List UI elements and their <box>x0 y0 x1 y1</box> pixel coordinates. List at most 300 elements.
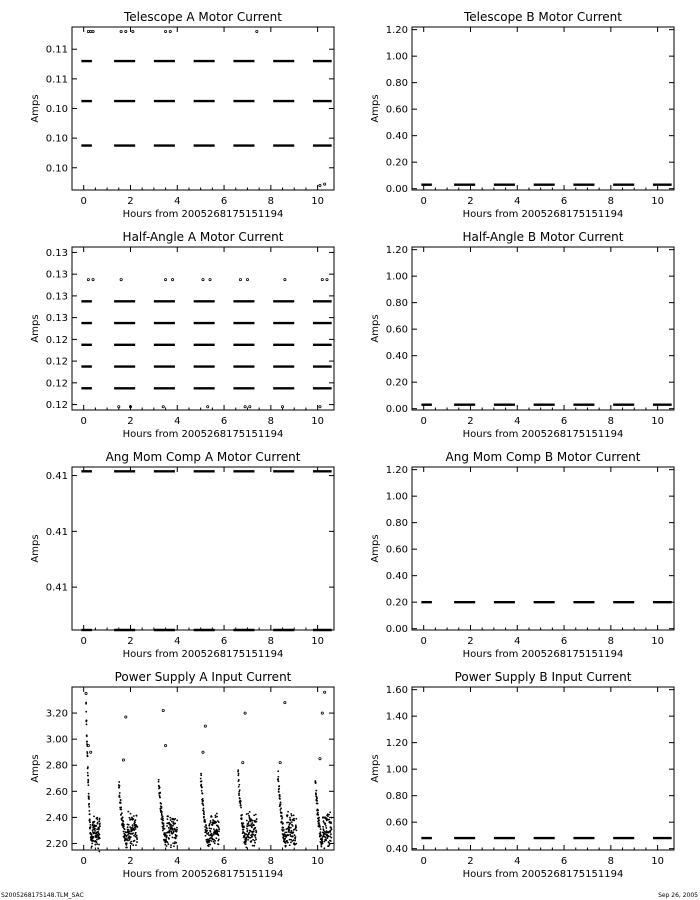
data-point <box>295 836 297 838</box>
x-tick-label: 8 <box>267 196 275 207</box>
chart-panel <box>370 10 674 220</box>
chart-title: Telescope A Motor Current <box>124 10 282 24</box>
y-tick-label: 1.00 <box>385 271 408 283</box>
data-point <box>96 841 98 843</box>
y-tick-label: 0.13 <box>45 313 68 325</box>
y-tick-label: 2.80 <box>45 760 68 772</box>
data-point <box>280 807 282 809</box>
data-point <box>132 30 134 32</box>
data-point <box>278 780 280 782</box>
y-tick-label: 0.12 <box>45 400 68 412</box>
y-tick-label: 0.60 <box>385 104 408 116</box>
data-point <box>99 834 101 836</box>
y-tick-label: 0.12 <box>45 356 68 368</box>
data-point <box>98 844 100 846</box>
data-point <box>203 808 205 810</box>
x-tick-label: 2 <box>127 416 134 427</box>
data-point <box>167 815 169 817</box>
data-point <box>126 847 128 849</box>
data-point <box>164 30 166 32</box>
x-tick-label: 10 <box>651 636 664 647</box>
data-point <box>239 803 241 805</box>
data-point <box>331 817 333 819</box>
chart-panel <box>370 670 674 880</box>
data-point <box>171 279 173 281</box>
data-point <box>217 835 219 837</box>
data-point <box>134 822 136 824</box>
data-point <box>252 822 254 824</box>
data-point <box>90 826 92 828</box>
data-point <box>132 824 134 826</box>
x-tick-label: 0 <box>420 416 427 427</box>
data-point <box>98 829 100 831</box>
data-point <box>237 774 239 776</box>
x-tick-label: 10 <box>311 416 324 427</box>
data-point <box>216 813 218 815</box>
data-point <box>91 834 93 836</box>
data-point <box>170 819 172 821</box>
data-point <box>319 184 321 186</box>
data-point <box>205 835 207 837</box>
data-point <box>246 813 248 815</box>
data-point <box>328 842 330 844</box>
data-point <box>206 828 208 830</box>
data-point <box>168 827 170 829</box>
x-tick-label: 10 <box>651 856 664 867</box>
data-point <box>239 789 241 791</box>
x-axis-label: Hours from 2005268175151194 <box>122 429 284 440</box>
data-point <box>162 819 164 821</box>
data-point <box>99 818 101 820</box>
data-point <box>213 841 215 843</box>
x-tick-label: 8 <box>607 196 615 207</box>
data-point <box>292 831 294 833</box>
y-tick-label: 0.10 <box>45 163 68 175</box>
data-point <box>87 745 89 747</box>
y-tick-label: 3.00 <box>45 734 68 746</box>
x-tick-label: 10 <box>311 196 324 207</box>
chart-panel <box>30 670 334 880</box>
chart-panel <box>370 450 674 660</box>
data-point <box>118 406 120 408</box>
x-tick-label: 10 <box>651 416 664 427</box>
data-point <box>119 785 121 787</box>
data-point <box>87 780 89 782</box>
y-axis-label: Amps <box>370 754 381 783</box>
data-point <box>172 828 174 830</box>
data-point <box>164 745 166 747</box>
data-point <box>90 824 92 826</box>
data-point <box>209 840 211 842</box>
data-point <box>130 813 132 815</box>
data-point <box>172 825 174 827</box>
y-tick-label: 1.40 <box>385 711 408 723</box>
y-tick-label: 0.10 <box>45 133 68 145</box>
data-point <box>202 804 204 806</box>
data-point <box>98 851 100 853</box>
x-tick-label: 8 <box>267 856 275 867</box>
data-point <box>240 807 242 809</box>
x-tick-label: 8 <box>267 636 275 647</box>
data-point <box>132 832 134 834</box>
data-point <box>248 833 250 835</box>
data-point <box>162 816 164 818</box>
data-point <box>251 826 253 828</box>
data-point <box>319 758 321 760</box>
y-axis-label: Amps <box>30 94 41 123</box>
data-point <box>253 845 255 847</box>
data-point <box>214 842 216 844</box>
data-point <box>289 817 291 819</box>
data-point <box>328 819 330 821</box>
data-point <box>176 830 178 832</box>
data-point <box>329 811 331 813</box>
data-point <box>293 818 295 820</box>
data-point <box>291 830 293 832</box>
data-point <box>125 844 127 846</box>
data-point <box>92 837 94 839</box>
data-point <box>164 279 166 281</box>
data-point <box>132 826 134 828</box>
data-point <box>170 846 172 848</box>
data-point <box>255 839 257 841</box>
data-point <box>172 842 174 844</box>
data-point <box>122 759 124 761</box>
data-point <box>331 828 333 830</box>
data-point <box>91 842 93 844</box>
data-point <box>324 183 326 185</box>
data-point <box>293 814 295 816</box>
x-tick-label: 0 <box>80 636 87 647</box>
x-tick-label: 4 <box>174 196 181 207</box>
data-point <box>121 812 123 814</box>
data-point <box>97 847 99 849</box>
data-point <box>243 829 245 831</box>
data-point <box>136 841 138 843</box>
data-point <box>252 839 254 841</box>
data-point <box>254 840 256 842</box>
data-point <box>176 835 178 837</box>
data-point <box>209 279 211 281</box>
data-point <box>90 847 92 849</box>
plot-frame <box>412 247 674 410</box>
data-point <box>166 835 168 837</box>
x-tick-label: 6 <box>220 416 228 427</box>
data-point <box>131 843 133 845</box>
data-point <box>129 830 131 832</box>
data-point <box>85 692 87 694</box>
data-point <box>161 806 163 808</box>
data-point <box>256 818 258 820</box>
data-point <box>279 809 281 811</box>
data-point <box>247 823 249 825</box>
data-point <box>120 279 122 281</box>
data-point <box>293 839 295 841</box>
y-tick-label: 0.11 <box>45 44 68 56</box>
data-point <box>119 792 121 794</box>
data-point <box>247 813 249 815</box>
data-point <box>159 797 161 799</box>
x-tick-label: 6 <box>560 856 568 867</box>
data-point <box>241 814 243 816</box>
data-point <box>203 813 205 815</box>
y-tick-label: 2.60 <box>45 786 68 798</box>
x-axis-label: Hours from 2005268175151194 <box>462 429 624 440</box>
x-tick-label: 2 <box>127 196 134 207</box>
data-point <box>85 711 87 713</box>
chart-title: Power Supply A Input Current <box>114 670 292 684</box>
x-tick-label: 8 <box>607 416 615 427</box>
x-tick-label: 4 <box>174 856 181 867</box>
data-point <box>134 819 136 821</box>
data-point <box>284 702 286 704</box>
data-point <box>134 840 136 842</box>
data-point <box>238 794 240 796</box>
data-point <box>86 740 88 742</box>
data-point <box>211 833 213 835</box>
data-point <box>130 841 132 843</box>
data-point <box>207 406 209 408</box>
data-point <box>291 821 293 823</box>
data-point <box>208 841 210 843</box>
data-point <box>294 840 296 842</box>
data-point <box>327 815 329 817</box>
data-point <box>320 835 322 837</box>
data-point <box>251 840 253 842</box>
data-point <box>132 818 134 820</box>
plot-frame <box>72 27 334 190</box>
data-point <box>238 784 240 786</box>
data-point <box>218 828 220 830</box>
x-axis-label: Hours from 2005268175151194 <box>122 649 284 660</box>
data-point <box>324 691 326 693</box>
data-point <box>167 843 169 845</box>
data-point <box>136 826 138 828</box>
data-point <box>98 827 100 829</box>
x-tick-label: 0 <box>420 636 427 647</box>
data-point <box>162 406 164 408</box>
data-point <box>323 847 325 849</box>
data-point <box>118 781 120 783</box>
data-point <box>87 775 89 777</box>
data-point <box>240 804 242 806</box>
data-point <box>164 844 166 846</box>
data-point <box>130 836 132 838</box>
data-point <box>248 821 250 823</box>
data-point <box>281 406 283 408</box>
data-point <box>96 819 98 821</box>
data-point <box>249 406 251 408</box>
data-point <box>277 776 279 778</box>
chart-panel <box>30 230 334 440</box>
data-point <box>291 815 293 817</box>
plot-frame <box>72 247 334 410</box>
data-point <box>118 787 120 789</box>
data-point <box>119 795 121 797</box>
data-point <box>293 819 295 821</box>
data-point <box>252 845 254 847</box>
data-point <box>90 30 92 32</box>
data-point <box>126 840 128 842</box>
data-point <box>218 821 220 823</box>
x-axis-label: Hours from 2005268175151194 <box>122 209 284 220</box>
y-tick-label: 1.20 <box>385 465 408 477</box>
data-point <box>200 784 202 786</box>
y-axis-label: Amps <box>30 314 41 343</box>
data-point <box>277 770 279 772</box>
data-point <box>88 806 90 808</box>
data-point <box>122 816 124 818</box>
data-point <box>294 834 296 836</box>
data-point <box>237 769 239 771</box>
data-point <box>281 816 283 818</box>
data-point <box>214 814 216 816</box>
data-point <box>239 279 241 281</box>
data-point <box>292 825 294 827</box>
data-point <box>87 772 89 774</box>
x-axis-label: Hours from 2005268175151194 <box>462 209 624 220</box>
data-point <box>163 826 165 828</box>
y-axis-label: Amps <box>30 534 41 563</box>
data-point <box>123 825 125 827</box>
data-point <box>209 831 211 833</box>
data-point <box>95 825 97 827</box>
data-point <box>242 762 244 764</box>
data-point <box>321 279 323 281</box>
data-point <box>287 811 289 813</box>
data-point <box>283 835 285 837</box>
data-point <box>316 798 318 800</box>
x-tick-label: 6 <box>220 856 228 867</box>
data-point <box>127 834 129 836</box>
data-point <box>292 836 294 838</box>
data-point <box>159 787 161 789</box>
data-point <box>135 832 137 834</box>
data-point <box>211 816 213 818</box>
data-point <box>201 790 203 792</box>
data-point <box>318 822 320 824</box>
data-point <box>325 827 327 829</box>
data-point <box>87 755 89 757</box>
chart-title: Ang Mom Comp B Motor Current <box>445 450 641 464</box>
data-point <box>215 822 217 824</box>
data-point <box>245 843 247 845</box>
data-point <box>93 815 95 817</box>
data-point <box>136 835 138 837</box>
data-point <box>160 803 162 805</box>
data-point <box>210 840 212 842</box>
data-point <box>169 817 171 819</box>
x-tick-label: 2 <box>127 856 134 867</box>
data-point <box>327 837 329 839</box>
data-point <box>119 796 121 798</box>
x-tick-label: 6 <box>220 636 228 647</box>
data-point <box>317 814 319 816</box>
data-point <box>204 821 206 823</box>
y-tick-label: 1.20 <box>385 245 408 257</box>
y-tick-label: 1.20 <box>385 738 408 750</box>
y-axis-label: Amps <box>370 314 381 343</box>
y-tick-label: 0.41 <box>45 526 68 538</box>
data-point <box>253 830 255 832</box>
data-point <box>294 838 296 840</box>
data-point <box>253 824 255 826</box>
data-point <box>200 774 202 776</box>
data-point <box>210 820 212 822</box>
y-tick-label: 0.40 <box>385 351 408 363</box>
data-point <box>203 811 205 813</box>
y-axis-label: Amps <box>370 94 381 123</box>
data-point <box>240 800 242 802</box>
data-point <box>88 810 90 812</box>
data-point <box>136 815 138 817</box>
data-point <box>316 800 318 802</box>
data-point <box>164 828 166 830</box>
data-point <box>248 832 250 834</box>
data-point <box>173 830 175 832</box>
y-tick-label: 0.41 <box>45 582 68 594</box>
data-point <box>251 836 253 838</box>
data-point <box>166 825 168 827</box>
x-tick-label: 10 <box>651 196 664 207</box>
data-point <box>203 816 205 818</box>
data-point <box>87 752 89 754</box>
x-tick-label: 4 <box>514 856 521 867</box>
y-axis-label: Amps <box>30 754 41 783</box>
data-point <box>245 839 247 841</box>
data-point <box>255 837 257 839</box>
data-point <box>318 817 320 819</box>
data-point <box>200 778 202 780</box>
data-point <box>256 30 258 32</box>
data-point <box>247 839 249 841</box>
data-point <box>163 824 165 826</box>
data-point <box>89 813 91 815</box>
x-axis-label: Hours from 2005268175151194 <box>122 869 284 880</box>
data-point <box>175 842 177 844</box>
data-point <box>202 800 204 802</box>
y-axis-label: Amps <box>370 534 381 563</box>
data-point <box>158 781 160 783</box>
y-tick-label: 1.00 <box>385 764 408 776</box>
x-tick-label: 8 <box>267 416 275 427</box>
data-point <box>128 817 130 819</box>
data-point <box>171 821 173 823</box>
data-point <box>238 773 240 775</box>
data-point <box>278 788 280 790</box>
y-tick-label: 0.00 <box>385 404 408 416</box>
data-point <box>97 822 99 824</box>
data-point <box>122 820 124 822</box>
data-point <box>244 406 246 408</box>
data-point <box>123 824 125 826</box>
data-point <box>218 826 220 828</box>
chart-title: Ang Mom Comp A Motor Current <box>105 450 301 464</box>
y-tick-label: 0.13 <box>45 247 68 259</box>
data-point <box>289 844 291 846</box>
x-tick-label: 6 <box>220 196 228 207</box>
data-point <box>254 827 256 829</box>
y-tick-label: 1.00 <box>385 491 408 503</box>
chart-panel <box>30 450 334 660</box>
data-point <box>168 838 170 840</box>
x-tick-label: 4 <box>174 416 181 427</box>
data-point <box>158 779 160 781</box>
data-point <box>163 823 165 825</box>
data-point <box>213 834 215 836</box>
data-point <box>162 709 164 711</box>
data-point <box>315 792 317 794</box>
